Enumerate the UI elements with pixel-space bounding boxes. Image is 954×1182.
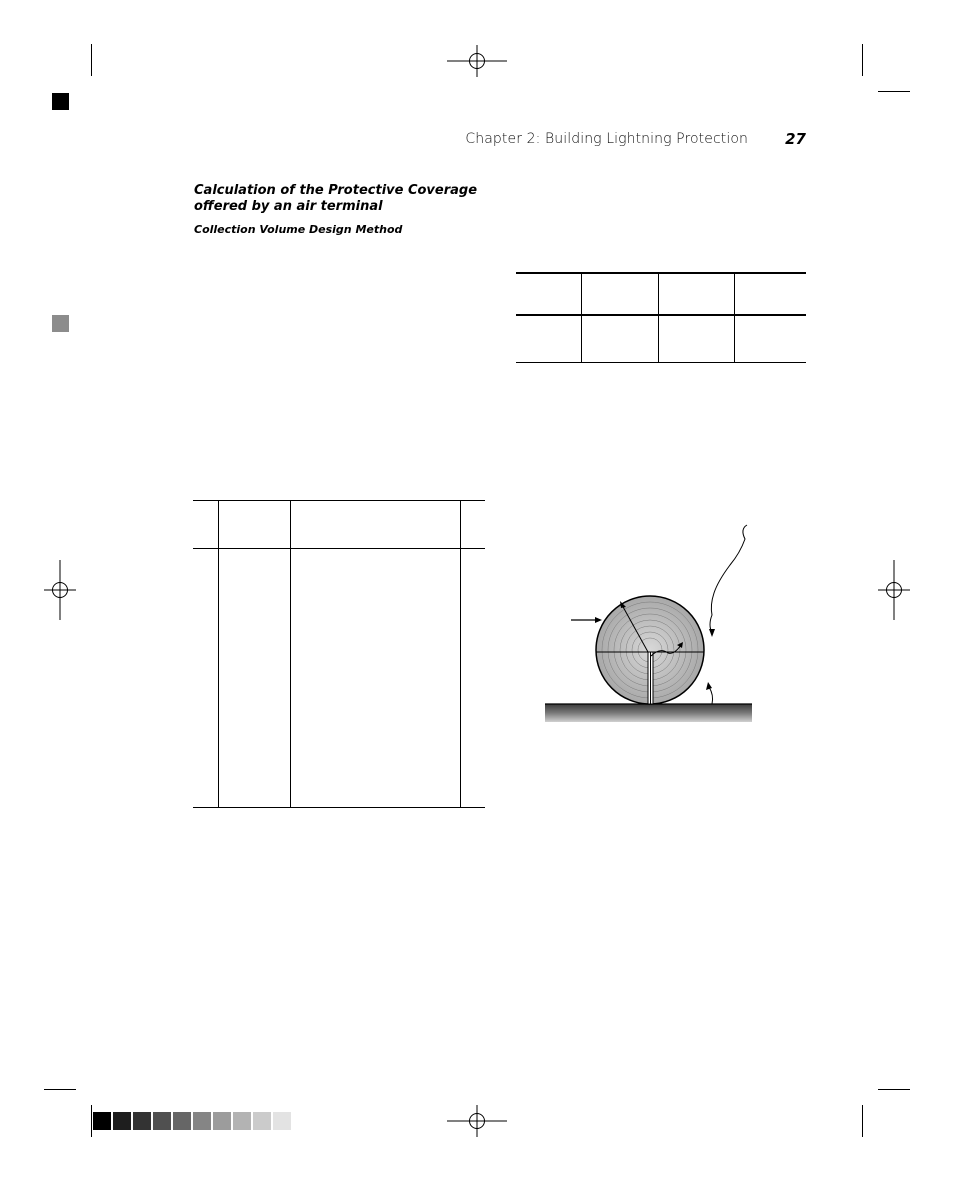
crop-mark-bottom-right-v — [862, 1105, 863, 1137]
table-top-rule — [193, 500, 485, 501]
left-pointer-arrowhead-icon — [595, 617, 602, 623]
color-swatch — [113, 1112, 131, 1130]
lightning-leader — [710, 525, 747, 633]
crop-mark-top-right-v — [862, 44, 863, 76]
crop-mark-bottom-left-h — [44, 1089, 76, 1090]
table-header-rule — [516, 314, 806, 316]
registration-mark-icon — [44, 560, 76, 620]
streamer-arrowhead-icon — [706, 682, 712, 690]
table-header-rule — [193, 548, 485, 549]
crop-mark-top-right-h — [878, 91, 910, 92]
registration-mark-icon — [878, 560, 910, 620]
color-swatch — [233, 1112, 251, 1130]
crop-mark-bottom-right-h — [878, 1089, 910, 1090]
crop-mark-top-left-v — [91, 44, 92, 76]
color-swatch — [133, 1112, 151, 1130]
registration-mark-icon — [447, 1105, 507, 1137]
color-swatch — [253, 1112, 271, 1130]
table-column-divider — [658, 273, 659, 363]
registration-mark-icon — [447, 45, 507, 77]
color-swatch — [153, 1112, 171, 1130]
table-column-divider — [460, 500, 461, 808]
table-column-divider — [734, 273, 735, 363]
color-swatch — [213, 1112, 231, 1130]
section-heading — [194, 183, 494, 215]
black-square-mark — [52, 93, 69, 110]
table-top-rule — [516, 272, 806, 274]
running-head: Chapter 2: Building Lightning Protection — [465, 131, 748, 147]
ground-surface — [545, 704, 752, 722]
page-number: 27 — [785, 130, 806, 148]
section-heading-line-2: offered by an air terminal — [194, 199, 383, 214]
table-column-divider — [290, 500, 291, 808]
table-bottom-rule — [193, 807, 485, 808]
upward-streamer — [709, 687, 713, 704]
color-swatch — [93, 1112, 111, 1130]
section-heading-line-1: Calculation of the Protective Coverage — [194, 183, 478, 198]
lightning-arrowhead-icon — [709, 629, 715, 637]
sub-heading: Collection Volume Design Method — [194, 223, 403, 236]
color-swatch — [193, 1112, 211, 1130]
table-column-divider — [581, 273, 582, 363]
table-bottom-rule — [516, 362, 806, 363]
color-swatch — [273, 1112, 291, 1130]
crop-mark-bottom-left-v — [91, 1105, 92, 1137]
color-swatch — [173, 1112, 191, 1130]
collection-volume-figure — [540, 515, 760, 730]
table-column-divider — [218, 500, 219, 808]
gray-square-mark — [52, 315, 69, 332]
